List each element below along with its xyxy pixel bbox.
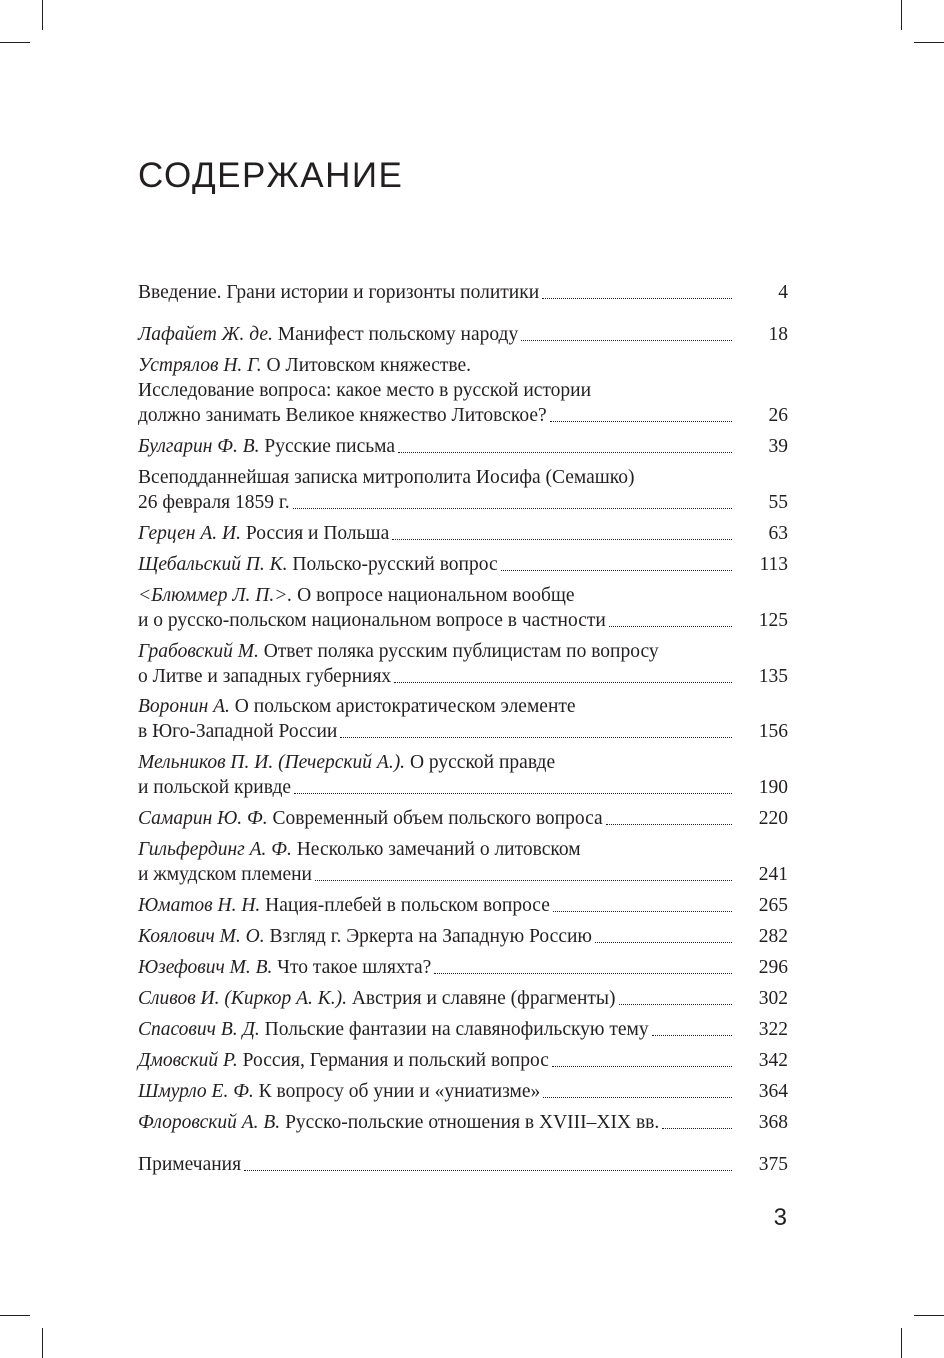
- toc-title: Русско-польские отношения в XVIII–XIX вв.: [285, 1112, 660, 1133]
- toc-entry-text: [138, 608, 606, 633]
- toc-entry-line: [138, 608, 788, 633]
- toc-entry-text: [138, 378, 591, 403]
- toc-entry-text: [138, 1110, 659, 1135]
- toc-entry-line: [138, 775, 788, 800]
- toc-entry-text: [138, 434, 395, 459]
- toc-title: Несколько замечаний о литовском: [296, 839, 581, 860]
- toc-title: О Литовском княжестве.: [266, 355, 472, 376]
- toc-page-number: 156: [758, 721, 788, 742]
- toc-entry[interactable]: [138, 806, 788, 831]
- toc-author: Щебальский П. К.: [138, 554, 288, 575]
- toc-page-number: 220: [758, 808, 788, 829]
- toc-entry-line: [138, 434, 788, 459]
- toc-page-number: 135: [758, 666, 788, 687]
- toc-entry-line: [138, 837, 788, 862]
- toc-entry[interactable]: [138, 924, 788, 949]
- toc-title: в Юго-Западной России: [138, 721, 338, 742]
- toc-title: и польской кривде: [138, 777, 292, 798]
- toc-author: Устрялов Н. Г.: [138, 355, 262, 376]
- toc-author: Самарин Ю. Ф.: [138, 808, 268, 829]
- toc-entry[interactable]: [138, 639, 788, 689]
- toc-entry[interactable]: [138, 750, 788, 800]
- crop-mark-bottom-right-h: [914, 1315, 944, 1316]
- toc-entry[interactable]: [138, 837, 788, 887]
- toc-entry-text: [138, 1079, 540, 1104]
- toc-title: Нация-плебей в польском вопросе: [265, 895, 550, 916]
- toc-page-number: 4: [778, 282, 788, 303]
- toc-entry-line: [138, 986, 788, 1011]
- toc-entry[interactable]: [138, 465, 788, 515]
- toc-entry-line: [138, 322, 788, 347]
- toc-entry[interactable]: [138, 893, 788, 918]
- toc-title: Манифест польскому народу: [277, 324, 519, 345]
- dotted-leader: [395, 434, 732, 459]
- crop-mark-top-right-v: [901, 0, 902, 30]
- toc-entry-line: [138, 521, 788, 546]
- toc-title: и о русско-польском национальном вопросе в частности: [138, 610, 606, 631]
- toc-author: Коялович М. О.: [138, 926, 265, 947]
- toc-entry-line: [138, 862, 788, 887]
- toc-title: К вопросу об унии и «униатизме»: [258, 1081, 541, 1102]
- toc-entry-line: [138, 403, 788, 428]
- dotted-leader: [603, 806, 732, 831]
- toc-entry[interactable]: [138, 1110, 788, 1135]
- dotted-leader: [312, 862, 732, 887]
- toc-title: Введение. Грани истории и горизонты политики: [138, 282, 540, 303]
- toc-entry-text: [138, 924, 592, 949]
- toc-title: О вопросе национальном вообще: [297, 585, 575, 606]
- toc-entry[interactable]: [138, 694, 788, 744]
- toc-page-number: 26: [768, 405, 788, 426]
- toc-page-number: 63: [768, 523, 788, 544]
- toc-entry-line: [138, 490, 788, 515]
- toc-entry-text: [138, 353, 471, 378]
- toc-title: Ответ поляка русским публицистам по вопросу: [263, 641, 659, 662]
- toc-page-number: 296: [758, 957, 788, 978]
- toc-author: Булгарин Ф. В.: [138, 436, 260, 457]
- toc-page-number: 190: [758, 777, 788, 798]
- toc-entry[interactable]: [138, 434, 788, 459]
- toc-page-number: 364: [758, 1081, 788, 1102]
- page-title: СОДЕРЖАНИЕ: [138, 156, 404, 195]
- toc-author: Спасович В. Д.: [138, 1019, 260, 1040]
- toc-entry-line: [138, 719, 788, 744]
- dotted-leader: [290, 490, 732, 515]
- toc-author: Гильфердинг А. Ф.: [138, 839, 292, 860]
- dotted-leader: [539, 280, 732, 305]
- toc-page-number: 302: [758, 988, 788, 1009]
- dotted-leader: [391, 664, 732, 689]
- toc-entry-text: [138, 775, 291, 800]
- toc-entry-line: [138, 924, 788, 949]
- dotted-leader: [337, 719, 732, 744]
- toc-title: Современный объем польского вопроса: [272, 808, 603, 829]
- toc-entry-line: [138, 694, 788, 719]
- toc-title: Австрия и славяне (фрагменты): [351, 988, 616, 1009]
- toc-entry[interactable]: [138, 552, 788, 577]
- toc-title: Примечания: [138, 1154, 242, 1175]
- toc-entry-text: [138, 552, 498, 577]
- toc-entry-line: [138, 750, 788, 775]
- crop-mark-bottom-left-h: [0, 1315, 30, 1316]
- toc-entry-text: [138, 583, 575, 608]
- toc-entry[interactable]: [138, 322, 788, 347]
- toc-author: Юматов Н. Н.: [138, 895, 261, 916]
- toc-entry[interactable]: [138, 1048, 788, 1073]
- toc-entry-text: [138, 893, 550, 918]
- toc-title: Исследование вопроса: какое место в русской истории: [138, 380, 592, 401]
- toc-title: Взгляд г. Эркерта на Западную Россию: [269, 926, 592, 947]
- toc-entry-text: [138, 806, 603, 831]
- toc-entry-line: [138, 806, 788, 831]
- toc-title: должно занимать Великое княжество Литовское?: [138, 405, 547, 426]
- toc-title: Россия и Польша: [245, 523, 390, 544]
- toc-title: Польско-русский вопрос: [292, 554, 498, 575]
- toc-entry[interactable]: [138, 1152, 788, 1177]
- toc-author: Мельников П. И. (Печерский А.).: [138, 752, 406, 773]
- toc-author: Юзефович М. В.: [138, 957, 273, 978]
- toc-entry-line: [138, 552, 788, 577]
- toc-entry-text: [138, 280, 539, 305]
- toc-entry-line: [138, 583, 788, 608]
- toc-entry[interactable]: [138, 986, 788, 1011]
- toc-page-number: 375: [758, 1154, 788, 1175]
- toc-title: о Литве и западных губерниях: [138, 666, 392, 687]
- toc-page-number: 241: [758, 864, 788, 885]
- dotted-leader: [431, 955, 732, 980]
- toc-author: Сливов И. (Киркор А. К.).: [138, 988, 347, 1009]
- toc-entry-line: [138, 639, 788, 664]
- toc-author: Герцен А. И.: [138, 523, 241, 544]
- toc-entry[interactable]: [138, 521, 788, 546]
- toc-entry[interactable]: [138, 583, 788, 633]
- crop-mark-top-left-v: [42, 0, 43, 30]
- dotted-leader: [241, 1152, 732, 1177]
- toc-entry-text: [138, 719, 337, 744]
- toc-entry-text: [138, 1152, 241, 1177]
- toc-entry[interactable]: [138, 353, 788, 428]
- toc-page-number: 125: [758, 610, 788, 631]
- toc-author: Шмурло Е. Ф.: [138, 1081, 254, 1102]
- toc-page-number: 282: [758, 926, 788, 947]
- toc-entry-line: [138, 955, 788, 980]
- toc-entry-text: [138, 862, 312, 887]
- dotted-leader: [550, 893, 732, 918]
- toc-page-number: 39: [768, 436, 788, 457]
- toc-entry-line: [138, 893, 788, 918]
- toc-title: Что такое шляхта?: [277, 957, 432, 978]
- crop-mark-top-left-h: [0, 42, 30, 43]
- toc-entry-line: [138, 664, 788, 689]
- toc-entry-line: [138, 353, 788, 378]
- dotted-leader: [649, 1017, 732, 1042]
- dotted-leader: [291, 775, 732, 800]
- toc-entry-text: [138, 986, 616, 1011]
- dotted-leader: [540, 1079, 732, 1104]
- dotted-leader: [518, 322, 732, 347]
- toc-entry-text: [138, 490, 290, 515]
- toc-author: Грабовский М.: [138, 641, 259, 662]
- toc-entry-line: [138, 280, 788, 305]
- dotted-leader: [592, 924, 732, 949]
- toc-page-number: 265: [758, 895, 788, 916]
- toc-entry-line: [138, 1110, 788, 1135]
- dotted-leader: [547, 403, 732, 428]
- toc-entry-line: [138, 1048, 788, 1073]
- toc-title: и жмудском племени: [138, 864, 312, 885]
- toc-entry-text: [138, 955, 431, 980]
- crop-mark-top-right-h: [914, 42, 944, 43]
- toc-entry-line: [138, 1079, 788, 1104]
- toc-author: Воронин А.: [138, 696, 230, 717]
- page-number: 3: [773, 1204, 787, 1231]
- toc-entry-text: [138, 664, 391, 689]
- toc-author: Флоровский А. В.: [138, 1112, 281, 1133]
- dotted-leader: [606, 608, 732, 633]
- toc-title: 26 февраля 1859 г.: [138, 492, 290, 513]
- dotted-leader: [549, 1048, 732, 1073]
- toc-page-number: 18: [768, 324, 788, 345]
- toc-entry-text: [138, 465, 634, 490]
- toc-entry-line: [138, 465, 788, 490]
- crop-mark-bottom-right-v: [901, 1328, 902, 1358]
- toc-author: <Блюммер Л. П.>.: [138, 585, 293, 606]
- toc-author: Дмовский Р.: [138, 1050, 238, 1071]
- toc-entry[interactable]: [138, 955, 788, 980]
- toc-entry-line: [138, 378, 788, 403]
- toc-page-number: 368: [758, 1112, 788, 1133]
- toc-entry-text: [138, 694, 576, 719]
- toc-entry[interactable]: [138, 1079, 788, 1104]
- toc-entry-line: [138, 1152, 788, 1177]
- toc-author: Лафайет Ж. де.: [138, 324, 273, 345]
- dotted-leader: [498, 552, 732, 577]
- toc-title: О польском аристократическом элементе: [234, 696, 576, 717]
- toc-entry[interactable]: [138, 1017, 788, 1042]
- toc-entry-text: [138, 322, 518, 347]
- toc-entry[interactable]: [138, 280, 788, 305]
- toc-entry-text: [138, 639, 659, 664]
- toc-title: Россия, Германия и польский вопрос: [242, 1050, 549, 1071]
- toc-entry-text: [138, 1048, 549, 1073]
- toc-entry-text: [138, 750, 555, 775]
- toc-page-number: 55: [768, 492, 788, 513]
- toc-page-number: 342: [758, 1050, 788, 1071]
- toc-entry-text: [138, 403, 547, 428]
- toc-title: Польские фантазии на славянофильскую тему: [264, 1019, 649, 1040]
- toc-page-number: 113: [759, 554, 788, 575]
- toc-title: Русские письма: [264, 436, 396, 457]
- toc-page-number: 322: [758, 1019, 788, 1040]
- dotted-leader: [659, 1110, 732, 1135]
- toc-entry-text: [138, 1017, 649, 1042]
- crop-mark-bottom-left-v: [42, 1328, 43, 1358]
- dotted-leader: [389, 521, 732, 546]
- toc-title: О русской правде: [409, 752, 556, 773]
- toc-entry-line: [138, 1017, 788, 1042]
- toc-entry-text: [138, 521, 389, 546]
- toc-entry-text: [138, 837, 581, 862]
- dotted-leader: [616, 986, 732, 1011]
- toc-title: Всеподданнейшая записка митрополита Иосифа (Семашко): [138, 467, 635, 488]
